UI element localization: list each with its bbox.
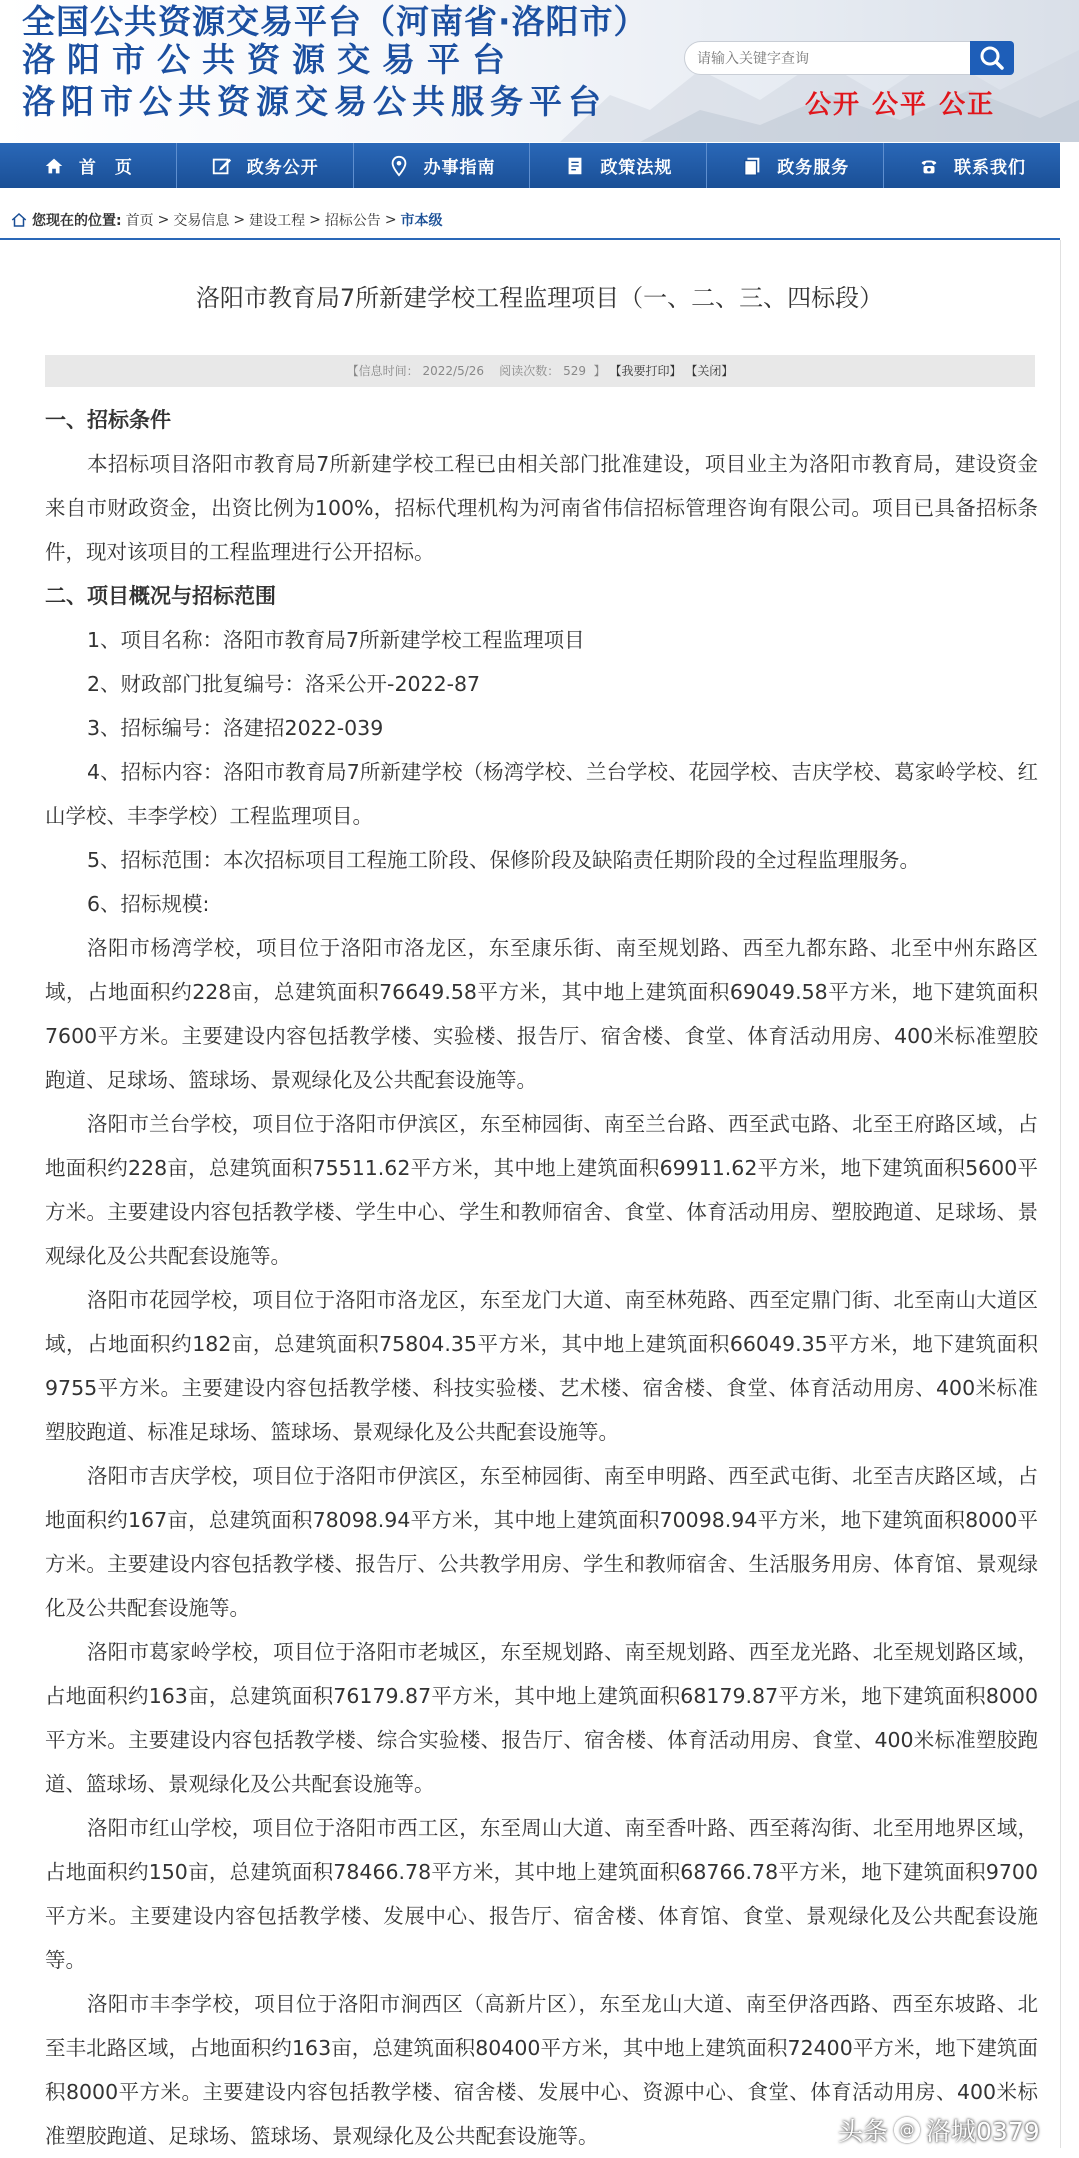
- paragraph: 3、招标编号：洛建招2022-039: [87, 716, 384, 740]
- nav-label: 办事指南: [423, 158, 496, 178]
- edit-icon: [211, 155, 233, 177]
- watermark-prefix: 头条: [838, 2117, 889, 2146]
- breadcrumb-separator: >: [309, 212, 321, 228]
- slogan: 公开 公平 公正: [805, 90, 996, 120]
- search-button[interactable]: [970, 41, 1014, 75]
- breadcrumb-trade-info[interactable]: 交易信息: [173, 213, 230, 229]
- paragraph: 5、招标范围：本次招标项目工程施工阶段、保修阶段及缺陷责任期阶段的全过程监理服务。: [87, 848, 921, 872]
- breadcrumb-separator: >: [384, 212, 397, 228]
- nav-label: 政务服务: [777, 158, 850, 178]
- paragraph: 洛阳市花园学校，项目位于洛阳市洛龙区，东至龙门大道、南至林苑路、西至定鼎门街、北至南山大道区域，占地面积约182亩，总建筑面积75804.35平方米，其中地上建筑面积66049.35平方米，地下建筑面积9755平方米。主要建设内容包括教学楼、科技实验楼、艺术楼、宿舍楼、食堂、体育活动用房、400米标准塑胶跑道、标准足球场、篮球场、景观绿化及公共配套设施等。: [45, 1288, 1038, 1444]
- breadcrumb-divider: [0, 238, 1060, 240]
- breadcrumb: [10, 206, 443, 234]
- breadcrumb-separator: >: [233, 212, 246, 228]
- search-icon: [970, 41, 1014, 75]
- paragraph: 6、招标规模:: [87, 892, 210, 916]
- article-title: 洛阳市教育局7所新建学校工程监理项目（一、二、三、四标段）: [195, 284, 884, 312]
- home-icon: [43, 155, 65, 177]
- at-icon: @: [894, 2117, 920, 2143]
- watermark-handle: 洛城0379: [926, 2117, 1040, 2146]
- files-icon: [741, 155, 763, 177]
- nav-item-contact[interactable]: [884, 143, 1060, 188]
- paragraph: 洛阳市葛家岭学校，项目位于洛阳市老城区，东至规划路、南至规划路、西至龙光路、北至规划路区域，占地面积约163亩，总建筑面积76179.87平方米，其中地上建筑面积68179.87平方米，地下建筑面积8000平方米。主要建设内容包括教学楼、综合实验楼、报告厅、宿舍楼、体育活动用房、食堂、400米标准塑胶跑道、篮球场、景观绿化及公共配套设施等。: [45, 1640, 1038, 1796]
- paragraph: 4、招标内容：洛阳市教育局7所新建学校（杨湾学校、兰台学校、花园学校、吉庆学校、葛家岭学校、红山学校、丰李学校）工程监理项目。: [45, 760, 1038, 828]
- main-nav: [0, 143, 1060, 188]
- breadcrumb-label: 您现在的位置:: [32, 213, 122, 229]
- breadcrumb-separator: >: [157, 212, 170, 228]
- phone-icon: [918, 155, 940, 177]
- nav-item-guide[interactable]: [354, 143, 531, 188]
- nav-label: 联系我们: [954, 158, 1027, 178]
- nav-item-home[interactable]: [0, 143, 177, 188]
- paragraph: 洛阳市丰李学校，项目位于洛阳市涧西区（高新片区），东至龙山大道、南至伊洛西路、西至东坡路、北至丰北路区域，占地面积约163亩，总建筑面积80400平方米，其中地上建筑面积72400平方米，地下建筑面积8000平方米。主要建设内容包括教学楼、宿舍楼、发展中心、资源中心、食堂、体育活动用房、400米标准塑胶跑道、足球场、篮球场、景观绿化及公共配套设施等。: [45, 1992, 1038, 2148]
- nav-item-policy[interactable]: [530, 143, 707, 188]
- document-icon: [564, 155, 586, 177]
- article-info-bar: 【信息时间： 2022/5/26 阅读次数： 529 】 【我要打印】 【关闭】: [45, 355, 1035, 387]
- close-link[interactable]: 【关闭】: [685, 364, 734, 378]
- paragraph: 2、财政部门批复编号：洛采公开-2022-87: [87, 672, 481, 696]
- breadcrumb-home[interactable]: 首页: [125, 213, 154, 229]
- paragraph: 洛阳市吉庆学校，项目位于洛阳市伊滨区，东至柿园街、南至申明路、西至武屯街、北至吉庆路区域，占地面积约167亩，总建筑面积78098.94平方米，其中地上建筑面积70098.94平方米，地下建筑面积8000平方米。主要建设内容包括教学楼、报告厅、公共教学用房、学生和教师宿舍、生活服务用房、体育馆、景观绿化及公共配套设施等。: [45, 1464, 1038, 1620]
- home-outline-icon: [10, 211, 28, 229]
- breadcrumb-current[interactable]: 市本级: [400, 213, 443, 229]
- article-content: [45, 398, 1038, 2158]
- paragraph: 洛阳市兰台学校，项目位于洛阳市伊滨区，东至柿园街、南至兰台路、西至武屯路、北至王府路区域，占地面积约228亩，总建筑面积75511.62平方米，其中地上建筑面积69911.62平方米，地下建筑面积5600平方米。主要建设内容包括教学楼、学生中心、学生和教师宿舍、食堂、体育活动用房、塑胶跑道、足球场、景观绿化及公共配套设施等。: [45, 1112, 1038, 1268]
- info-time-label: 【信息时间：: [346, 364, 419, 378]
- nav-item-gov-open[interactable]: [177, 143, 354, 188]
- info-views-label: 阅读次数：: [499, 364, 560, 378]
- paragraph: 洛阳市红山学校，项目位于洛阳市西工区，东至周山大道、南至香叶路、西至蒋沟街、北至用地界区域，占地面积约150亩，总建筑面积78466.78平方米，其中地上建筑面积68766.78平方米，地下建筑面积9700平方米。主要建设内容包括教学楼、发展中心、报告厅、宿舍楼、体育馆、食堂、景观绿化及公共配套设施等。: [45, 1816, 1038, 1972]
- nav-label: 政策法规: [600, 158, 673, 178]
- paragraph: 1、项目名称：洛阳市教育局7所新建学校工程监理项目: [87, 628, 585, 652]
- platform-title-service: 洛阳市公共资源交易公共服务平台: [22, 82, 607, 121]
- breadcrumb-tender-notice[interactable]: 招标公告: [324, 213, 381, 229]
- search-input[interactable]: 请输入关键字查询: [684, 41, 972, 75]
- section-heading: 一、招标条件: [45, 408, 171, 432]
- site-header: [0, 0, 1079, 142]
- nav-label: 政务公开: [246, 158, 319, 178]
- platform-title-city: 洛阳市公共资源交易平台: [22, 40, 517, 79]
- nav-item-services[interactable]: [707, 143, 884, 188]
- breadcrumb-construction[interactable]: 建设工程: [249, 213, 306, 229]
- info-time: 2022/5/26: [422, 364, 485, 378]
- paragraph: 本招标项目洛阳市教育局7所新建学校工程已由相关部门批准建设，项目业主为洛阳市教育局，建设资金来自市财政资金，出资比例为100%，招标代理机构为河南省伟信招标管理咨询有限公司。项目已具备招标条件，现对该项目的工程监理进行公开招标。: [45, 452, 1038, 564]
- paragraph: 洛阳市杨湾学校，项目位于洛阳市洛龙区，东至康乐街、南至规划路、西至九都东路、北至中州东路区域，占地面积约228亩，总建筑面积76649.58平方米，其中地上建筑面积69049.58平方米，地下建筑面积7600平方米。主要建设内容包括教学楼、实验楼、报告厅、宿舍楼、食堂、体育活动用房、400米标准塑胶跑道、足球场、篮球场、景观绿化及公共配套设施等。: [45, 936, 1038, 1092]
- section-heading: 二、项目概况与招标范围: [45, 584, 276, 608]
- print-link[interactable]: 【我要打印】: [609, 364, 682, 378]
- nav-label: 首 页: [78, 158, 133, 178]
- watermark: [838, 2112, 1040, 2148]
- location-pin-icon: [388, 155, 410, 177]
- info-views: 529: [563, 364, 587, 378]
- platform-title-national: 全国公共资源交易平台（河南省·洛阳市）: [22, 2, 648, 41]
